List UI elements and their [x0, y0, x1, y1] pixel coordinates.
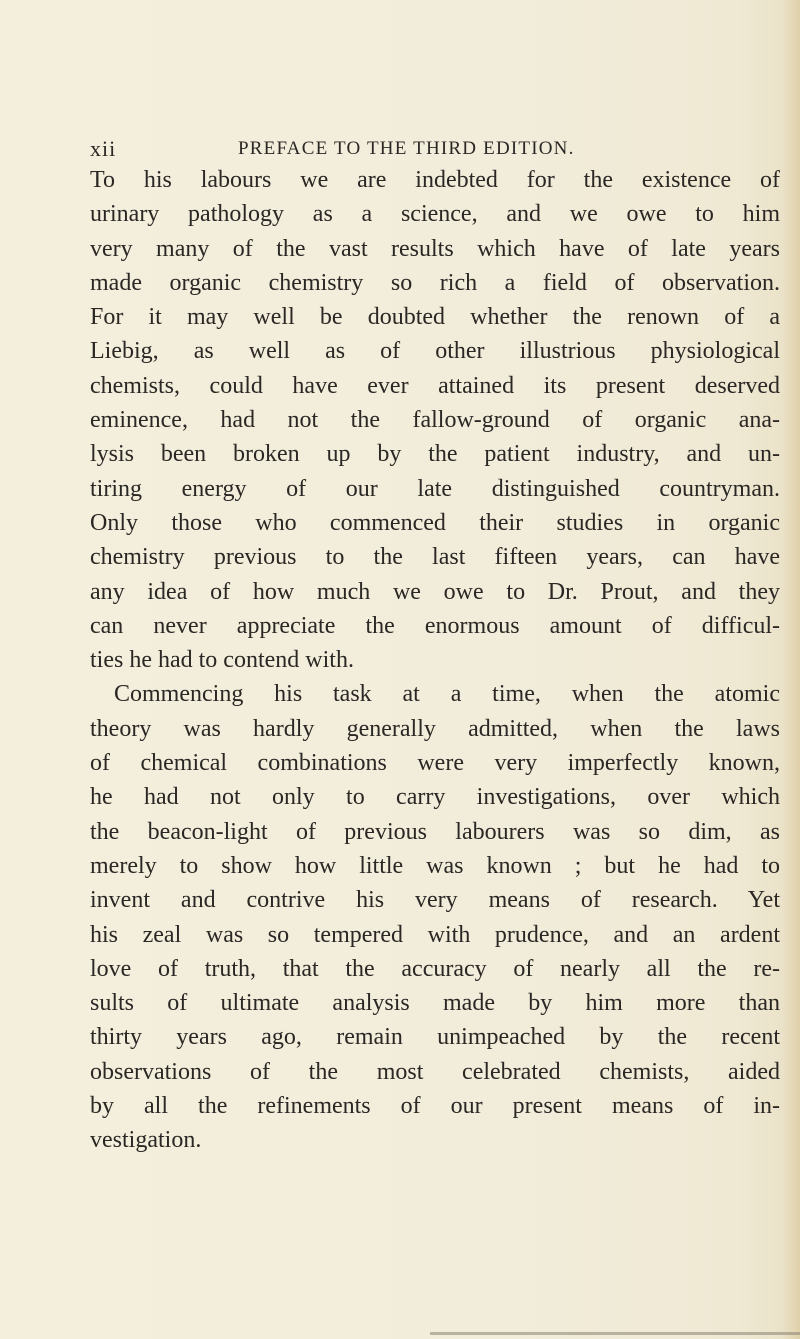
- text-line: Only those who commenced their studies in organic: [90, 509, 780, 536]
- bottom-rule: [430, 1332, 800, 1335]
- text-line: For it may well be doubted whether the renown of a: [90, 304, 780, 331]
- text-line: chemistry previous to the last fifteen years, can have: [90, 544, 780, 571]
- text-line: urinary pathology as a science, and we owe to him: [90, 201, 780, 228]
- body-text: [90, 163, 780, 1158]
- text-line: made organic chemistry so rich a field of observation.: [90, 269, 780, 296]
- running-title: PREFACE TO THE THIRD EDITION.: [238, 138, 575, 159]
- text-line: his zeal was so tempered with prudence, and an ardent: [90, 921, 780, 948]
- text-line: love of truth, that the accuracy of nearly all the re-: [90, 955, 780, 982]
- text-line: vestigation.: [90, 1127, 202, 1154]
- text-line: observations of the most celebrated chemists, aided: [90, 1058, 780, 1085]
- text-line: sults of ultimate analysis made by him more than: [90, 990, 780, 1017]
- page-number: xii: [90, 136, 117, 161]
- running-head: [90, 136, 770, 164]
- text-line: the beacon-light of previous labourers was so dim, as: [90, 818, 780, 845]
- text-line: any idea of how much we owe to Dr. Prout, and they: [90, 578, 780, 605]
- page-edge-stain: [782, 0, 800, 1339]
- text-line: of chemical combinations were very imperfectly known,: [90, 750, 780, 777]
- text-line: To his labours we are indebted for the existence of: [90, 167, 780, 193]
- text-line: Liebig, as well as of other illustrious physiological: [90, 338, 780, 365]
- text-line: Commencing his task at a time, when the atomic: [114, 681, 780, 708]
- text-line: by all the refinements of our present means of in-: [90, 1093, 780, 1120]
- text-line: tiring energy of our late distinguished countryman.: [90, 475, 780, 502]
- text-line: chemists, could have ever attained its present deserved: [90, 372, 780, 399]
- text-line: very many of the vast results which have of late years: [90, 235, 780, 262]
- text-line: he had not only to carry investigations, over which: [90, 784, 780, 811]
- text-line: theory was hardly generally admitted, when the laws: [90, 715, 780, 742]
- text-line: merely to show how little was known ; but he had to: [90, 852, 780, 879]
- text-line: lysis been broken up by the patient industry, and un-: [90, 441, 780, 468]
- text-line: invent and contrive his very means of research. Yet: [90, 887, 780, 914]
- text-line: eminence, had not the fallow-ground of organic ana-: [90, 407, 780, 434]
- text-line: can never appreciate the enormous amount of difficul-: [90, 612, 780, 639]
- text-line: ties he had to contend with.: [90, 647, 354, 674]
- text-line: thirty years ago, remain unimpeached by the recent: [90, 1024, 780, 1051]
